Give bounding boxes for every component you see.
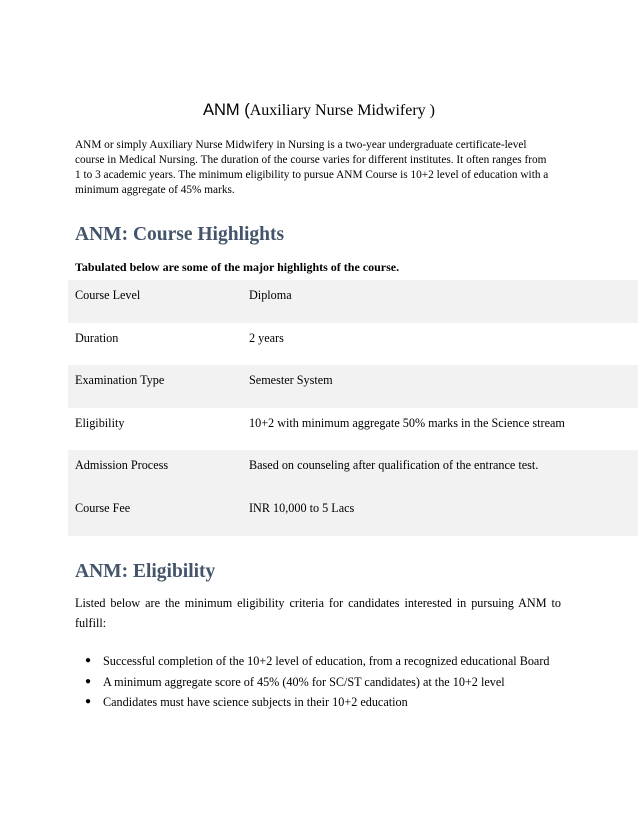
row-value: INR 10,000 to 5 Lacs — [249, 500, 355, 515]
course-highlights-heading: ANM: Course Highlights — [75, 224, 285, 245]
table-row — [68, 365, 638, 408]
intro-line: course in Medical Nursing. The duration of the course varies for different institutes. It often ranges from — [75, 154, 547, 166]
row-value: Semester System — [249, 373, 333, 388]
document-title — [0, 100, 638, 121]
row-label: Course Fee — [75, 500, 131, 515]
intro-line: ANM or simply Auxiliary Nurse Midwifery in Nursing is a two-year undergraduate certificate-level — [75, 139, 527, 151]
table-row — [68, 450, 638, 493]
row-label: Eligibility — [75, 415, 125, 430]
eligibility-intro: Listed below are the minimum eligibility criteria for candidates interested in pursuing ANM to fulfill: — [75, 596, 561, 630]
list-item — [75, 651, 595, 672]
table-caption: Tabulated below are some of the major highlights of the course. — [75, 260, 400, 274]
title-abbreviation: ANM ( — [202, 101, 250, 119]
intro-line: minimum aggregate of 45% marks. — [75, 184, 235, 196]
table-row — [68, 408, 638, 451]
intro-line: 1 to 3 academic years. The minimum eligibility to pursue ANM Course is 10+2 level of education with a — [75, 169, 549, 181]
title-full-name: Auxiliary Nurse Midwifery ) — [249, 102, 436, 119]
row-label: Duration — [75, 330, 119, 345]
row-value: 10+2 with minimum aggregate 50% marks in the Science stream — [249, 415, 565, 430]
list-item — [75, 672, 595, 693]
row-value: Diploma — [249, 288, 292, 302]
row-value: 2 years — [249, 330, 284, 345]
eligibility-criteria-list — [75, 651, 595, 713]
list-item-text: Candidates must have science subjects in their 10+2 education — [103, 695, 408, 709]
table-row — [68, 323, 638, 366]
row-value: Based on counseling after qualification of the entrance test. — [249, 458, 539, 473]
list-item-text: Successful completion of the 10+2 level of education, from a recognized educational Board — [103, 654, 550, 668]
eligibility-heading: ANM: Eligibility — [75, 561, 216, 582]
bullet-icon: ● — [85, 655, 92, 666]
row-label: Admission Process — [75, 458, 169, 473]
list-item-text: A minimum aggregate score of 45% (40% for SC/ST candidates) at the 10+2 level — [103, 674, 505, 689]
list-item — [75, 692, 595, 713]
row-label: Examination Type — [75, 373, 165, 388]
table-row — [68, 493, 638, 536]
intro-paragraph — [75, 138, 575, 198]
bullet-icon: ● — [85, 696, 92, 707]
bullet-icon: ● — [85, 675, 92, 687]
table-row — [68, 280, 638, 323]
course-highlights-table — [68, 280, 638, 536]
row-label: Course Level — [75, 288, 141, 302]
